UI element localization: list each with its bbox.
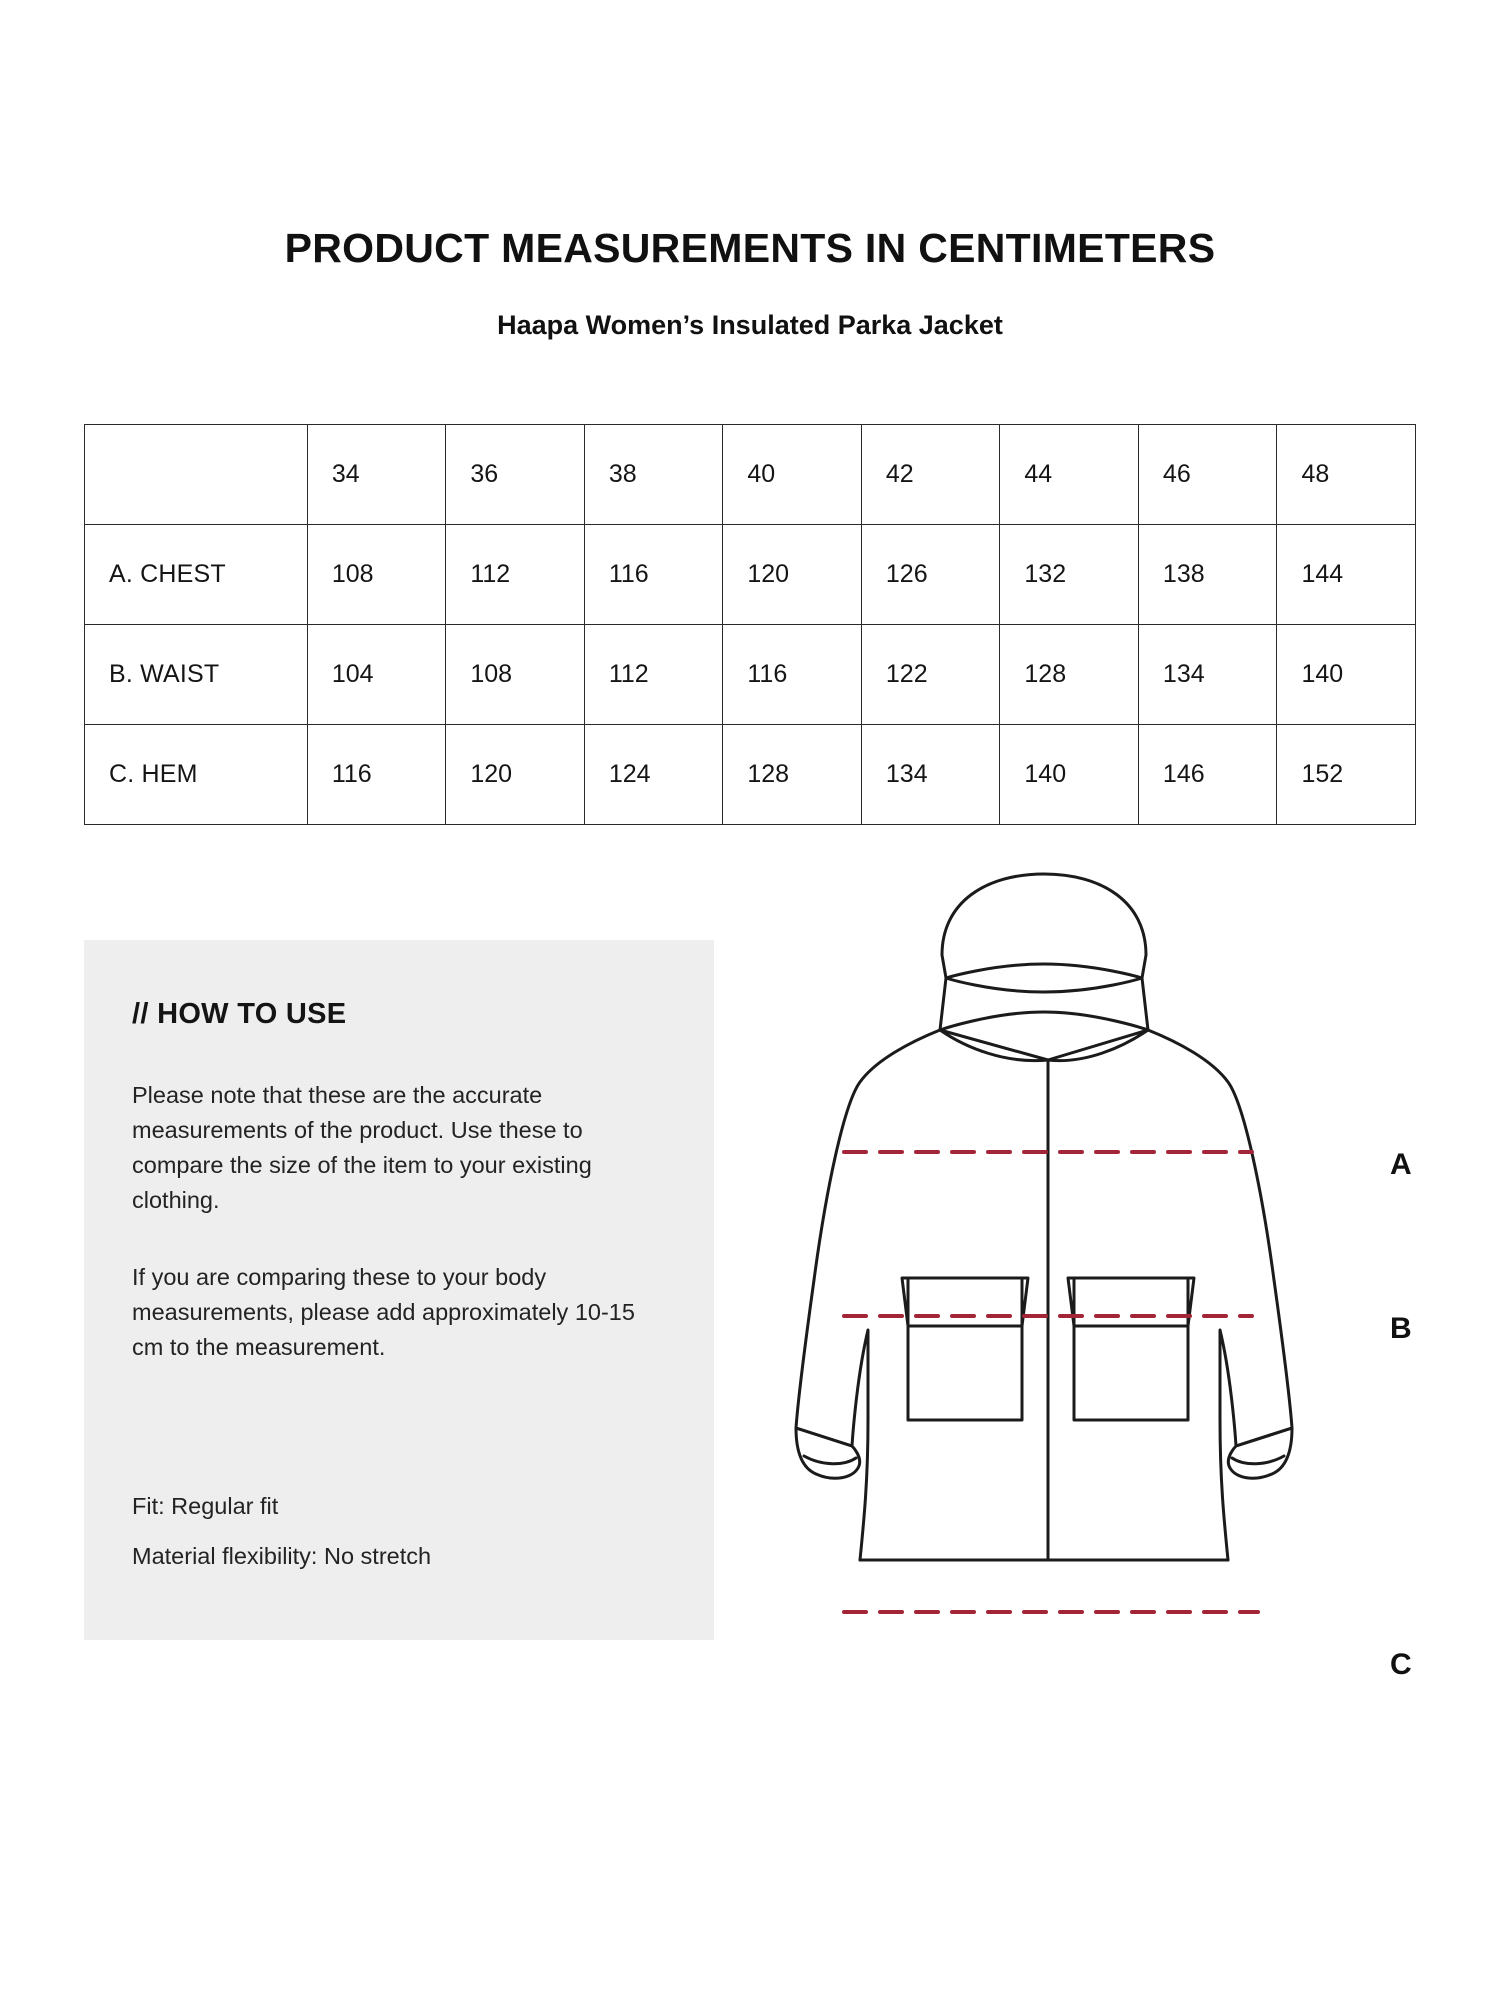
material-flexibility-text: Material flexibility: No stretch — [132, 1543, 432, 1569]
jacket-right-body — [1048, 1030, 1292, 1560]
table-corner-cell — [85, 425, 308, 525]
table-header-size-48: 48 — [1277, 425, 1416, 525]
hood-outline — [942, 874, 1146, 978]
cell-chest-34: 108 — [307, 525, 446, 625]
marker-c: C — [1390, 1648, 1412, 1681]
measurements-table — [84, 424, 1416, 825]
cell-waist-40: 116 — [723, 625, 862, 725]
table-header-size-42: 42 — [861, 425, 1000, 525]
row-label-chest: A. CHEST — [85, 525, 308, 625]
cell-hem-48: 152 — [1277, 725, 1416, 825]
cell-chest-40: 120 — [723, 525, 862, 625]
jacket-illustration — [790, 860, 1310, 1700]
fit-text: Fit: Regular fit — [132, 1493, 279, 1519]
table-row — [85, 625, 1416, 725]
table-header-size-44: 44 — [1000, 425, 1139, 525]
cell-hem-38: 124 — [584, 725, 723, 825]
table-header-row — [85, 425, 1416, 525]
cell-hem-44: 140 — [1000, 725, 1139, 825]
left-cuff-detail — [804, 1456, 856, 1464]
table-header-size-46: 46 — [1138, 425, 1277, 525]
table-row — [85, 725, 1416, 825]
cell-chest-36: 112 — [446, 525, 585, 625]
product-name: Haapa Women’s Insulated Parka Jacket — [497, 310, 1003, 340]
marker-b: B — [1390, 1312, 1412, 1345]
cell-waist-44: 128 — [1000, 625, 1139, 725]
jacket-left-body — [796, 1030, 1048, 1560]
cell-hem-34: 116 — [307, 725, 446, 825]
how-to-use-panel — [84, 940, 714, 1640]
right-cuff — [1228, 1428, 1292, 1478]
how-to-use-paragraph-2: If you are comparing these to your body measurements, please add approximately 10-15 cm to the measurement. — [132, 1264, 635, 1360]
cell-waist-48: 140 — [1277, 625, 1416, 725]
cell-waist-42: 122 — [861, 625, 1000, 725]
left-cuff — [796, 1428, 860, 1478]
right-cuff-detail — [1232, 1456, 1284, 1464]
table-header-size-38: 38 — [584, 425, 723, 525]
table-header-size-40: 40 — [723, 425, 862, 525]
cell-hem-42: 134 — [861, 725, 1000, 825]
cell-chest-44: 132 — [1000, 525, 1139, 625]
cell-chest-38: 116 — [584, 525, 723, 625]
row-label-hem: C. HEM — [85, 725, 308, 825]
measurements-table-wrapper — [84, 424, 1416, 825]
cell-chest-46: 138 — [1138, 525, 1277, 625]
marker-a: A — [1390, 1148, 1412, 1181]
hood-inner-outline — [940, 978, 1148, 1030]
table-header-size-36: 36 — [446, 425, 585, 525]
cell-chest-48: 144 — [1277, 525, 1416, 625]
page-title: PRODUCT MEASUREMENTS IN CENTIMETERS — [284, 225, 1216, 271]
left-pocket — [908, 1278, 1022, 1420]
cell-hem-40: 128 — [723, 725, 862, 825]
cell-waist-36: 108 — [446, 625, 585, 725]
table-header-size-34: 34 — [307, 425, 446, 525]
left-pocket-flap — [902, 1278, 1028, 1326]
cell-hem-36: 120 — [446, 725, 585, 825]
how-to-use-paragraph-1: Please note that these are the accurate measurements of the product. Use these to compare the size of the item to your existing clothing. — [132, 1082, 592, 1213]
cell-chest-42: 126 — [861, 525, 1000, 625]
cell-hem-46: 146 — [1138, 725, 1277, 825]
row-label-waist: B. WAIST — [85, 625, 308, 725]
right-pocket-flap — [1068, 1278, 1194, 1326]
table-row — [85, 525, 1416, 625]
cell-waist-46: 134 — [1138, 625, 1277, 725]
right-pocket — [1074, 1278, 1188, 1420]
cell-waist-34: 104 — [307, 625, 446, 725]
cell-waist-38: 112 — [584, 625, 723, 725]
how-to-use-heading: // HOW TO USE — [132, 998, 347, 1030]
